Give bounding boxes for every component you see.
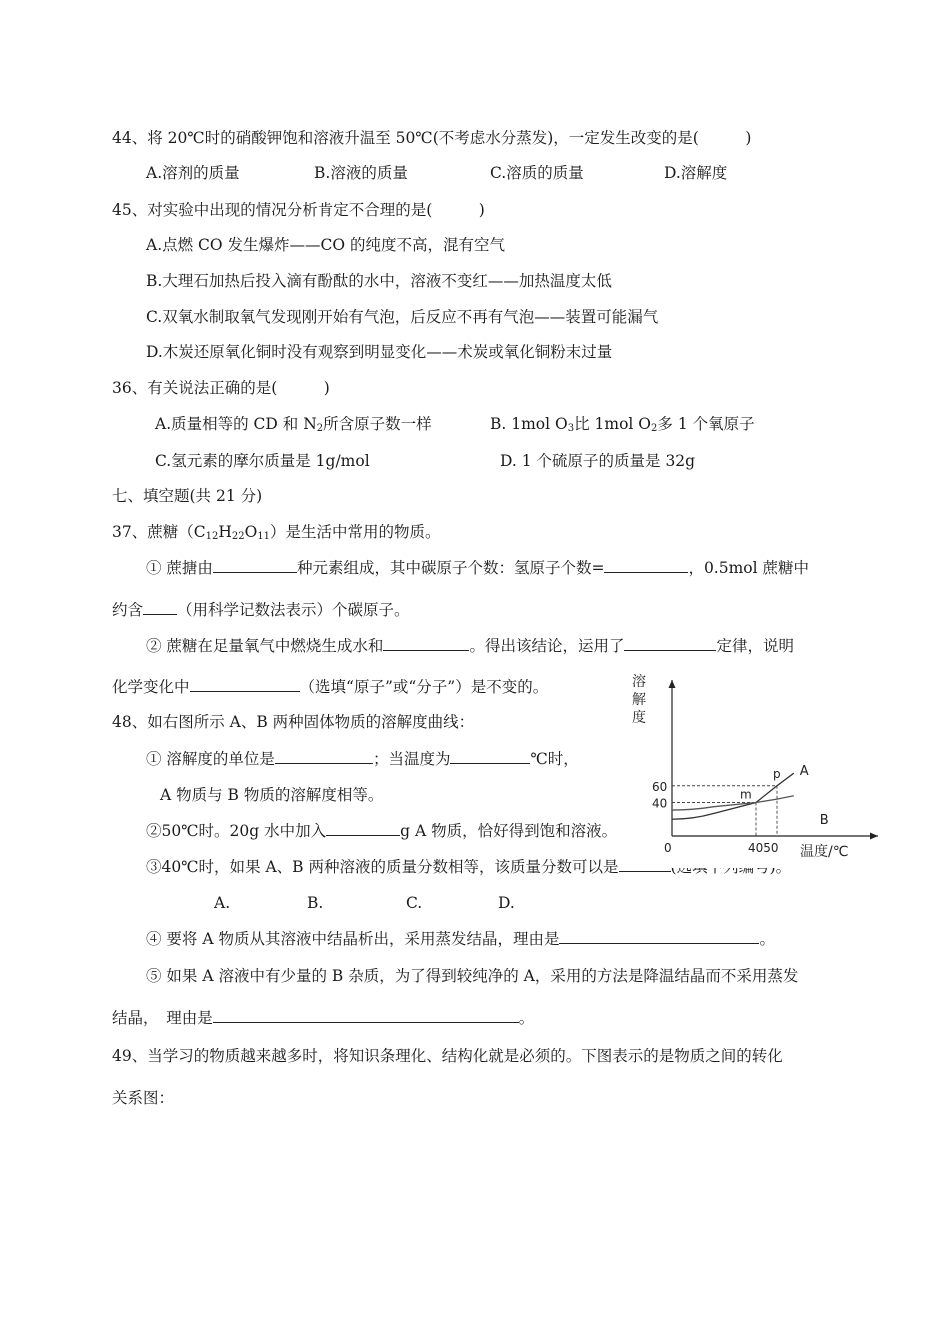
answer-blank[interactable] xyxy=(559,929,759,944)
chart-background xyxy=(628,668,890,868)
q48-choice-c: C. xyxy=(406,894,423,912)
y-axis-title-char: 溶 xyxy=(632,674,646,690)
series-label-a: A xyxy=(799,764,809,780)
q36-stem: 36、有关说法正确的是( ) xyxy=(112,379,330,397)
q37-line-3: ② 蔗糖在足量氧气中燃烧生成水和 。得出该结论，运用了 定律，说明 xyxy=(146,637,794,655)
q44-option-b: B.溶液的质量 xyxy=(314,164,408,182)
answer-blank[interactable] xyxy=(275,749,373,764)
answer-blank[interactable] xyxy=(604,558,688,573)
q48-line-1: ① 溶解度的单位是 ；当温度为 ℃时， xyxy=(146,750,579,768)
x-tick-label: 4050 xyxy=(748,841,779,855)
answer-blank[interactable] xyxy=(213,1008,519,1023)
q45-option-c: C.双氧水制取氧气发现刚开始有气泡，后反应不再有气泡——装置可能漏气 xyxy=(146,308,659,326)
answer-blank[interactable] xyxy=(624,636,716,651)
q49-line-2: 关系图： xyxy=(112,1089,175,1107)
solubility-chart xyxy=(628,668,890,868)
q45-stem: 45、对实验中出现的情况分析肯定不合理的是( ) xyxy=(112,201,485,219)
q36-option-a: A.质量相等的 CD 和 $N_2$所含原子数一样 xyxy=(155,415,432,434)
section-heading: 七、填空题(共 21 分) xyxy=(112,487,263,505)
answer-blank[interactable] xyxy=(383,636,469,651)
q48-line-4: ③40℃时，如果 A、B 两种溶液的质量分数相等，该质量分数可以是 xyxy=(146,857,791,877)
series-label-b: B xyxy=(819,812,829,828)
y-tick-label: 40 xyxy=(652,796,668,811)
point-label-p: p xyxy=(773,766,781,781)
q48-line-2: A 物质与 B 物质的溶解度相等。 xyxy=(160,786,384,804)
y-axis-title-char: 解 xyxy=(632,692,646,708)
answer-blank[interactable] xyxy=(326,821,400,836)
q44-option-d: D.溶解度 xyxy=(664,164,728,182)
answer-blank[interactable] xyxy=(143,600,177,615)
q44-option-c: C.溶质的质量 xyxy=(490,164,584,182)
q37-line-1: ① 蔗搪由 种元素组成，其中碳原子个数：氢原子个数= ，0.5mol 蔗糖中 xyxy=(146,559,810,577)
q48-choice-d: D. xyxy=(498,894,515,912)
y-tick-label: 60 xyxy=(652,779,668,794)
q36-option-b: B. 1mol $O_3$比 1mol $O_2$多 1 个氧原子 xyxy=(490,415,755,434)
answer-blank[interactable] xyxy=(190,677,300,692)
q48-choice-b: B. xyxy=(307,894,324,912)
q49-line-1: 49、当学习的物质越来越多时，将知识条理化、结构化就是必须的。下图表示的是物质之间的转化 xyxy=(112,1047,783,1065)
q45-option-a: A.点燃 CO 发生爆炸——CO 的纯度不高，混有空气 xyxy=(146,236,506,254)
q48-line-3: ②50℃时。20g 水中加入 g A 物质，恰好得到饱和溶液。 xyxy=(146,822,618,840)
q45-option-d: D.木炭还原氧化铜时没有观察到明显变化——术炭或氧化铜粉末过量 xyxy=(146,343,613,361)
q44-option-a: A.溶剂的质量 xyxy=(146,164,240,182)
q45-option-b: B.大理石加热后投入滴有酚酞的水中，溶液不变红——加热温度太低 xyxy=(146,272,612,290)
q37-line-4: 化学变化中 （选填“原子”或“分子”）是不变的。 xyxy=(112,678,549,696)
x-axis-title: 温度/℃ xyxy=(800,844,849,860)
answer-blank[interactable] xyxy=(450,749,530,764)
q37-stem: 37、蔗糖$(C_{12}H_{22}O_{11})$是生活中常用的物质。 xyxy=(112,523,441,542)
q48-line-6: ⑤ 如果 A 溶液中有少量的 B 杂质，为了得到较纯净的 A，采用的方法是降温结晶而不采用蒸发 xyxy=(146,967,799,985)
q37-line-2: 约含 （用科学记数法表示）个碳原子。 xyxy=(112,601,410,619)
y-axis-title-char: 度 xyxy=(632,710,646,726)
answer-blank[interactable] xyxy=(213,558,297,573)
q48-stem: 48、如右图所示 A、B 两种固体物质的溶解度曲线： xyxy=(112,713,475,731)
q48-line-5: ④ 要将 A 物质从其溶液中结晶析出，采用蒸发结晶，理由是 。 xyxy=(146,930,775,948)
q48-choice-a: A. xyxy=(214,894,231,912)
q44-stem: 44、将 20℃时的硝酸钾饱和溶液升温至 50℃(不考虑水分蒸发)，一定发生改变的是( ) xyxy=(112,129,752,147)
q48-line-7: 结晶， 理由是 。 xyxy=(112,1009,535,1027)
q36-option-c: C.氢元素的摩尔质量是 1g/mol xyxy=(155,452,370,470)
point-label-m: m xyxy=(740,787,752,802)
q36-option-d: D. 1 个硫原子的质量是 32g xyxy=(500,452,696,470)
x-tick-label: 0 xyxy=(664,841,672,855)
